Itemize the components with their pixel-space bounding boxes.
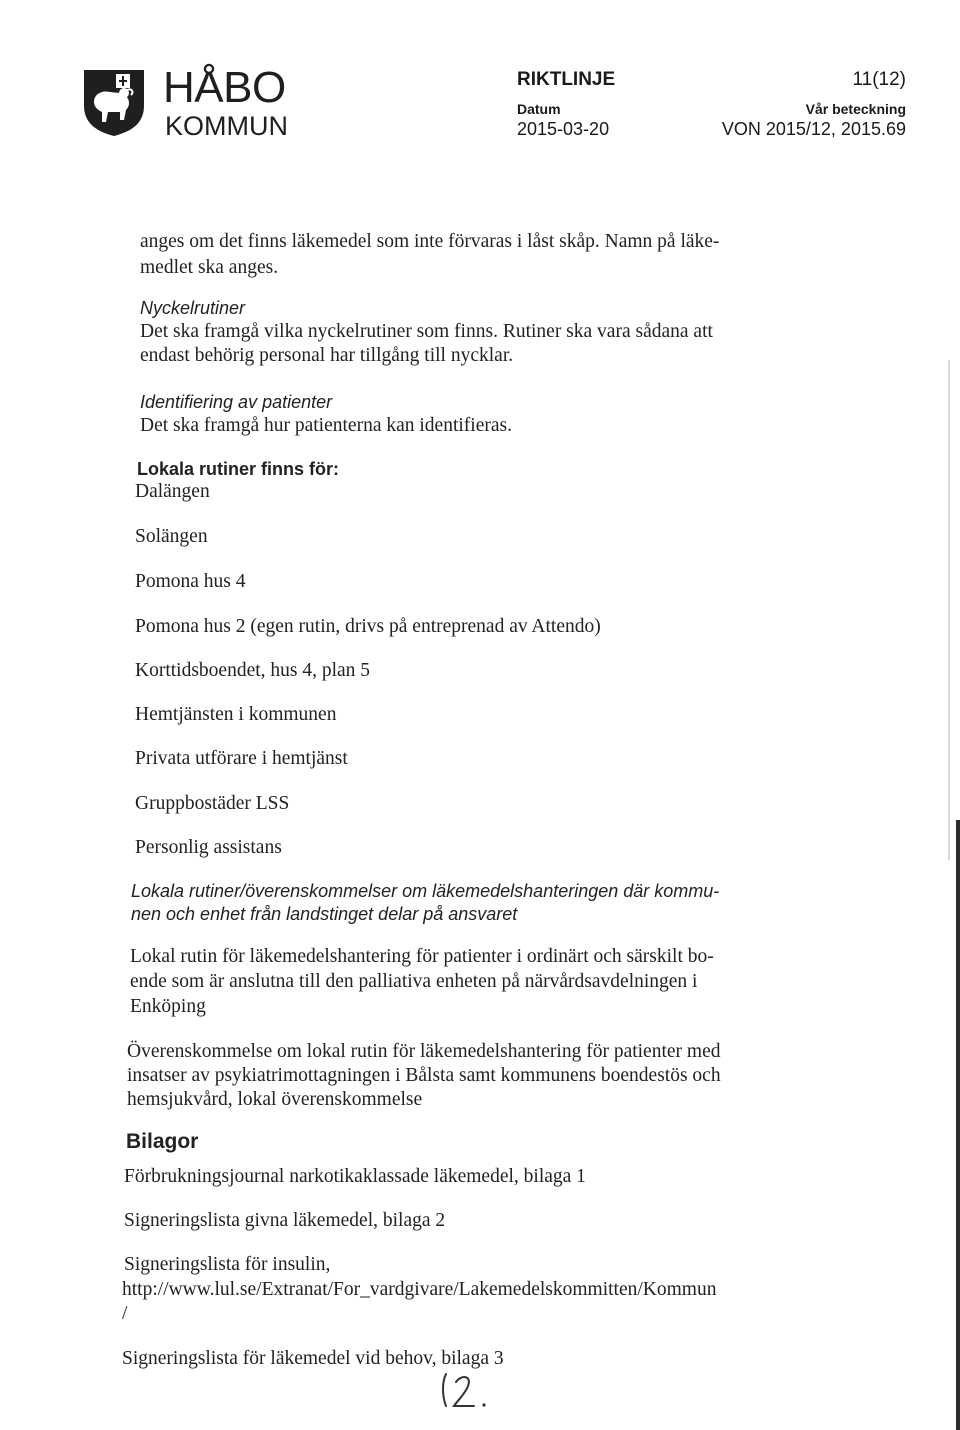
agreements-heading-line-1: Lokala rutiner/överenskommelser om läkemedelshanteringen där kommu- [131, 881, 720, 901]
attachment-item: Signeringslista givna läkemedel, bilaga 2 [124, 1210, 446, 1231]
agreement-2-line-1: Överenskommelse om lokal rutin för läkemedelshantering för patienter med [127, 1041, 721, 1062]
key-routines-line-2: endast behörig personal har tillgång till nycklar. [140, 345, 514, 366]
identification-heading: Identifiering av patienter [140, 392, 333, 412]
attachments-heading: Bilagor [126, 1130, 199, 1153]
reference-value: VON 2015/12, 2015.69 [721, 119, 906, 139]
list-item: Pomona hus 4 [135, 571, 246, 592]
list-item: Personlig assistans [135, 837, 282, 858]
list-item: Pomona hus 2 (egen rutin, drivs på entreprenad av Attendo) [135, 616, 601, 637]
handwritten-page-mark [438, 1368, 508, 1412]
list-item: Korttidsboendet, hus 4, plan 5 [135, 660, 371, 681]
list-item: Gruppbostäder LSS [135, 793, 290, 814]
agreement-1-line-1: Lokal rutin för läkemedelshantering för patienter i ordinärt och särskilt bo- [130, 946, 714, 967]
scan-edge-shadow [948, 360, 950, 860]
agreement-1-line-2: ende som är anslutna till den palliativa enheten på närvårdsavdelningen i [130, 971, 698, 992]
list-item: Dalängen [135, 481, 210, 502]
reference-label: Vår beteckning [805, 101, 906, 117]
date-value: 2015-03-20 [517, 119, 610, 139]
document-type: RIKTLINJE [517, 69, 616, 90]
coat-of-arms-ram-icon [80, 66, 148, 138]
attachment-link: http://www.lul.se/Extranat/For_vardgivare/Lakemedelskommitten/Kommun [122, 1279, 717, 1300]
intro-line-1: anges om det finns läkemedel som inte förvaras i låst skåp. Namn på läke- [140, 231, 720, 252]
page-number: 11(12) [852, 69, 906, 90]
org-subtitle: KOMMUN [165, 111, 288, 141]
date-label: Datum [517, 101, 561, 117]
agreement-1-line-3: Enköping [130, 996, 206, 1017]
agreement-2-line-3: hemsjukvård, lokal överenskommelse [127, 1089, 423, 1110]
attachment-item: Signeringslista för läkemedel vid behov, bilaga 3 [122, 1348, 504, 1369]
attachment-item: Signeringslista för insulin, [124, 1254, 331, 1275]
agreement-2-line-2: insatser av psykiatrimottagningen i Bålsta samt kommunens boendestös och [127, 1065, 721, 1086]
key-routines-line-1: Det ska framgå vilka nyckelrutiner som finns. Rutiner ska vara sådana att [140, 321, 713, 342]
list-item: Solängen [135, 526, 208, 547]
list-item: Hemtjänsten i kommunen [135, 704, 337, 725]
org-name: HÅBO [163, 63, 286, 112]
attachment-item: Förbrukningsjournal narkotikaklassade läkemedel, bilaga 1 [124, 1166, 586, 1187]
key-routines-heading: Nyckelrutiner [140, 298, 246, 318]
identification-line-1: Det ska framgå hur patienterna kan identifieras. [140, 415, 512, 436]
list-item: Privata utförare i hemtjänst [135, 748, 348, 769]
attachment-link-tail: / [122, 1303, 128, 1324]
scan-edge [956, 820, 960, 1430]
agreements-heading-line-2: nen och enhet från landstinget delar på ansvaret [131, 904, 518, 924]
intro-line-2: medlet ska anges. [140, 257, 279, 278]
local-routines-heading: Lokala rutiner finns för: [137, 459, 340, 479]
